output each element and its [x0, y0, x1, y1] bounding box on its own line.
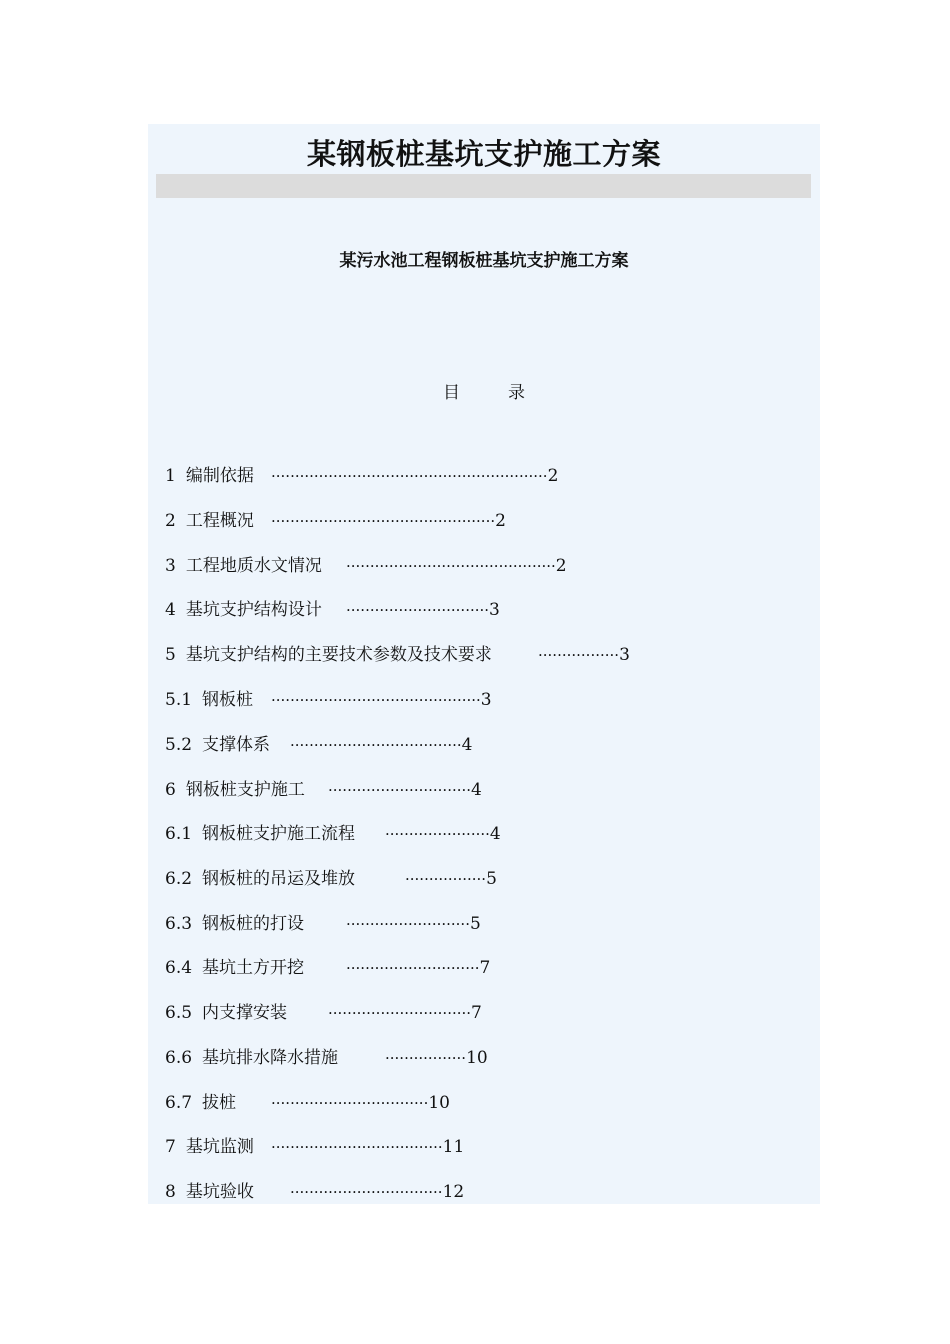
- toc-entry-dots: ············································: [271, 691, 481, 709]
- toc-entry: [165, 1135, 465, 1159]
- toc-entry: [165, 598, 500, 622]
- toc-entry-leader: [346, 912, 481, 936]
- toc-entry-page: 10: [428, 1093, 450, 1113]
- toc-entry-number: 5.1: [165, 690, 193, 710]
- toc-entry-dots: ···············································: [271, 512, 496, 530]
- toc-entry-number: 1: [165, 466, 176, 486]
- toc-entry-page: 5: [469, 914, 481, 934]
- document-subtitle: 某污水池工程钢板桩基坑支护施工方案: [339, 251, 629, 271]
- toc-entry: [165, 912, 481, 936]
- toc-entry-number: 5: [165, 645, 176, 665]
- toc-entry-number: 6.3: [165, 914, 193, 934]
- toc-entry-title: 工程概况: [185, 511, 254, 531]
- toc-entry-page: 10: [466, 1048, 488, 1068]
- toc-entry: [165, 822, 501, 846]
- toc-entry-title: 工程地质水文情况: [185, 556, 322, 576]
- toc-entry-title: 内支撑安装: [202, 1003, 288, 1023]
- toc-entry-dots: ····································: [271, 1138, 443, 1156]
- toc-entry-page: 2: [495, 511, 506, 531]
- toc-entry-dots: ··························: [346, 915, 470, 933]
- toc-entry: [165, 688, 492, 712]
- toc-entry-leader: [346, 598, 500, 622]
- toc-entry-page: 4: [461, 735, 473, 755]
- toc-entry-number: 6.7: [165, 1093, 193, 1113]
- toc-entry-page: 11: [442, 1137, 465, 1157]
- toc-entry-dots: ····································: [290, 736, 462, 754]
- toc-entry-number: 6.1: [165, 824, 193, 844]
- toc-entry: [165, 956, 491, 980]
- toc-entry-number: 7: [165, 1137, 176, 1157]
- toc-entry-dots: ······························: [328, 1004, 472, 1022]
- toc-entry-number: 2: [165, 511, 176, 531]
- toc-entry: [165, 1180, 465, 1204]
- toc-entry-title: 基坑监测: [185, 1137, 254, 1157]
- toc-entry-title: 基坑支护结构设计: [185, 600, 322, 620]
- toc-entry-dots: ································: [290, 1183, 443, 1201]
- toc-entry-dots: ······························: [346, 601, 490, 619]
- toc-entry-title: 钢板桩: [202, 690, 254, 710]
- toc-entry-dots: ······················: [385, 825, 490, 843]
- toc-entry-leader: [346, 554, 567, 578]
- toc-entry-number: 3: [165, 556, 176, 576]
- toc-entry-page: 4: [471, 780, 482, 800]
- toc-entry-number: 6.4: [165, 958, 193, 978]
- toc-entry-leader: [385, 822, 501, 846]
- toc-entry: [165, 1091, 450, 1115]
- title-divider-bar: [156, 174, 811, 198]
- toc-entry-leader: [538, 643, 630, 667]
- toc-entry-number: 6: [165, 780, 176, 800]
- toc-entry-dots: ··························································: [271, 467, 548, 485]
- toc-entry-page: 3: [619, 645, 630, 665]
- toc-entry-number: 6.6: [165, 1048, 193, 1068]
- toc-entry-leader: [271, 1135, 464, 1159]
- toc-entry-leader: [290, 733, 472, 757]
- toc-entry-page: 3: [480, 690, 492, 710]
- toc-entry-page: 4: [489, 824, 501, 844]
- toc-entry-leader: [385, 1046, 488, 1070]
- toc-entry: [165, 867, 497, 891]
- toc-heading: [148, 378, 820, 403]
- document-title: 某钢板桩基坑支护施工方案: [306, 137, 661, 171]
- toc-entry-title: 拔桩: [202, 1093, 237, 1113]
- toc-entry-number: 6.2: [165, 869, 193, 889]
- toc-entry: [165, 1046, 488, 1070]
- toc-entry: [165, 778, 482, 802]
- toc-entry-title: 钢板桩支护施工: [185, 780, 305, 800]
- toc-heading-char: 目: [443, 383, 460, 403]
- toc-entry-title: 钢板桩的打设: [202, 914, 305, 934]
- toc-entry-page: 7: [479, 958, 491, 978]
- toc-entry-leader: [405, 867, 497, 891]
- toc-entry-title: 支撑体系: [202, 735, 271, 755]
- toc-entry-dots: ·················: [538, 646, 620, 664]
- toc-entry-page: 3: [489, 600, 500, 620]
- toc-entry-page: 12: [442, 1182, 465, 1202]
- toc-entry: [165, 733, 473, 757]
- toc-entry-leader: [328, 1001, 482, 1025]
- toc-entry-number: 6.5: [165, 1003, 193, 1023]
- toc-entry-number: 8: [165, 1182, 176, 1202]
- toc-entry-dots: ·································: [271, 1094, 429, 1112]
- toc-entry-leader: [346, 956, 490, 980]
- document-page: [148, 124, 820, 1204]
- toc-entry: [165, 464, 559, 488]
- toc-entry-title: 基坑排水降水措施: [202, 1048, 339, 1068]
- toc-entry-page: 5: [486, 869, 497, 889]
- toc-entry: [165, 554, 567, 578]
- toc-entry-title: 钢板桩支护施工流程: [202, 824, 356, 844]
- toc-entry: [165, 1001, 482, 1025]
- toc-entry-title: 基坑支护结构的主要技术参数及技术要求: [185, 645, 492, 665]
- toc-entry-page: 2: [555, 556, 567, 576]
- toc-entry-title: 基坑验收: [185, 1182, 254, 1202]
- toc-entry-dots: ············································: [346, 557, 556, 575]
- toc-entry-leader: [290, 1180, 464, 1204]
- toc-entry-dots: ·················: [405, 870, 487, 888]
- toc-entry-page: 7: [471, 1003, 482, 1023]
- toc-entry-title: 编制依据: [185, 466, 254, 486]
- toc-entry: [165, 509, 506, 533]
- toc-entry-dots: ····························: [346, 959, 480, 977]
- toc-entry-leader: [271, 1091, 450, 1115]
- toc-entry-title: 基坑土方开挖: [202, 958, 305, 978]
- toc-entry-leader: [328, 778, 482, 802]
- toc-entry-leader: [271, 688, 492, 712]
- toc-entry-dots: ······························: [328, 781, 472, 799]
- toc-heading-char: 录: [508, 383, 525, 403]
- toc-entry: [165, 643, 630, 667]
- toc-entry-number: 5.2: [165, 735, 193, 755]
- toc-entry-leader: [271, 464, 558, 488]
- toc-entry-dots: ·················: [385, 1049, 467, 1067]
- toc-entry-title: 钢板桩的吊运及堆放: [202, 869, 356, 889]
- toc-entry-number: 4: [165, 600, 176, 620]
- toc-entry-page: 2: [547, 466, 559, 486]
- toc-entry-leader: [271, 509, 506, 533]
